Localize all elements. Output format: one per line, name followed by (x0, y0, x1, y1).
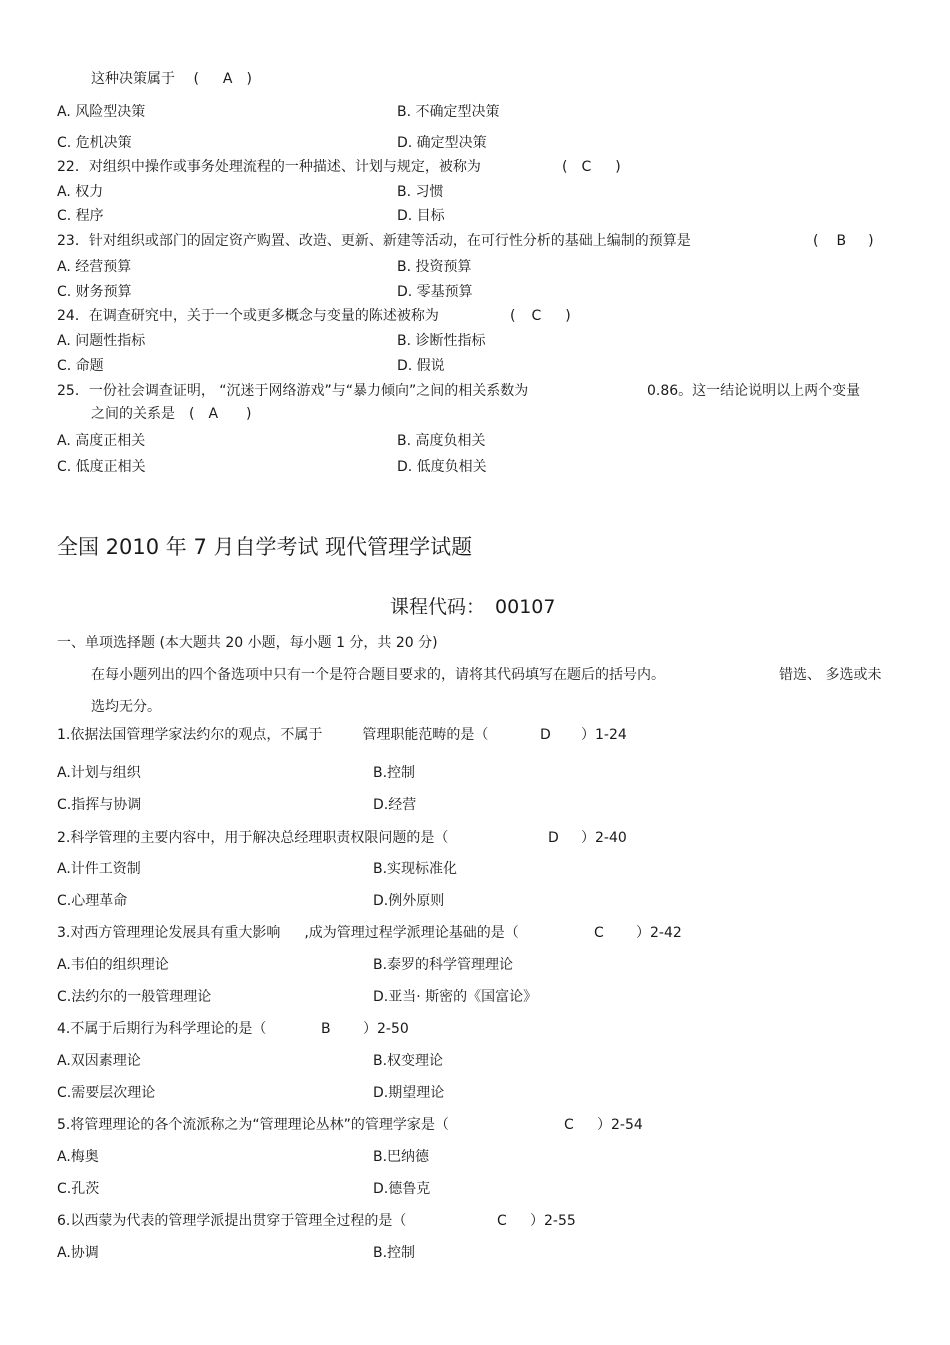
question-3-ref: ）2-42 (636, 925, 682, 941)
course-code-label: 课程代码： (390, 596, 486, 618)
q25-text-line1: 25．一份社会调查证明， “沉迷于网络游戏”与“暴力倾向”之间的相关系数为 (57, 383, 529, 399)
q23-text: 23．针对组织或部门的固定资产购置、改造、更新、新建等活动，在可行性分析的基础上编制的预算是 (57, 233, 691, 249)
question-2-option-d: D.例外原则 (373, 893, 445, 909)
q21-option-d: D. 确定型决策 (397, 135, 487, 151)
question-4-text: 4.不属于后期行为科学理论的是（ (57, 1021, 267, 1037)
q21-option-a: A. 风险型决策 (57, 104, 146, 120)
question-4-option-a: A.双因素理论 (57, 1053, 141, 1069)
q24-option-a: A. 问题性指标 (57, 333, 146, 349)
instructions-line1: 在每小题列出的四个备选项中只有一个是符合题目要求的，请将其代码填写在题后的括号内。 (91, 667, 665, 683)
q21-answer: A (222, 71, 233, 87)
q24-answer-bracket: ( C ) (510, 308, 571, 324)
question-4-ref: ）2-50 (363, 1021, 409, 1037)
instructions-line1b: 错选、 多选或未 (779, 667, 882, 683)
question-3-answer: C (594, 925, 604, 941)
q25-option-c: C. 低度正相关 (57, 459, 146, 475)
q22-answer: C (581, 159, 592, 175)
course-code-value: 00107 (495, 596, 556, 618)
q22-option-d: D. 目标 (397, 208, 445, 224)
q22-answer-bracket: ( C ) (562, 159, 621, 175)
question-6-option-b: B.控制 (373, 1245, 416, 1261)
question-5-option-b: B.巴纳德 (373, 1149, 430, 1165)
q24-option-d: D. 假说 (397, 358, 445, 374)
question-1-ref: ）1-24 (581, 727, 627, 743)
q22-option-c: C. 程序 (57, 208, 104, 224)
question-2-answer: D (548, 830, 559, 846)
question-3-text (57, 926, 519, 940)
question-3-option-a: A.韦伯的组织理论 (57, 957, 169, 973)
question-5-option-a: A.梅奥 (57, 1149, 99, 1165)
question-5-answer: C (564, 1117, 574, 1133)
q23-option-c: C. 财务预算 (57, 284, 132, 300)
question-1-text-a: 1.依据法国管理学家法约尔的观点，不属于 (57, 727, 323, 743)
q21-option-c: C. 危机决策 (57, 135, 132, 151)
question-2-option-c: C.心理革命 (57, 893, 128, 909)
question-2-ref: ）2-40 (581, 830, 627, 846)
question-5-text: 5.将管理理论的各个流派称之为“管理理论丛林”的管理学家是（ (57, 1117, 449, 1133)
question-4-option-c: C.需要层次理论 (57, 1085, 156, 1101)
q25-answer: A (208, 406, 219, 422)
q25-text-line2: 之间的关系是 ( A ) (91, 406, 252, 422)
q21-option-b: B. 不确定型决策 (397, 104, 500, 120)
question-6-answer: C (497, 1213, 507, 1229)
q23-option-d: D. 零基预算 (397, 284, 473, 300)
question-6-option-a: A.协调 (57, 1245, 99, 1261)
question-4-answer: B (321, 1021, 331, 1037)
question-4-option-d: D.期望理论 (373, 1085, 445, 1101)
q23-answer: B (836, 233, 847, 249)
section-heading: 一、单项选择题 (本大题共 20 小题，每小题 1 分，共 20 分) (57, 635, 438, 651)
course-code (390, 598, 555, 617)
q24-answer: C (531, 308, 542, 324)
question-5-option-c: C.孔茨 (57, 1181, 100, 1197)
q24-text: 24．在调查研究中，关于一个或更多概念与变量的陈述被称为 (57, 308, 439, 324)
q25-text2: 之间的关系是 (91, 406, 175, 422)
q25-option-a: A. 高度正相关 (57, 433, 146, 449)
q25-text-line1b: 0.86。这一结论说明以上两个变量 (647, 383, 861, 399)
question-4-option-b: B.权变理论 (373, 1053, 444, 1069)
question-1-answer: D (540, 727, 551, 743)
q23-option-b: B. 投资预算 (397, 259, 472, 275)
q25-option-b: B. 高度负相关 (397, 433, 486, 449)
exam-title: 全国 2010 年 7 月自学考试 现代管理学试题 (57, 535, 473, 559)
question-2-text: 2.科学管理的主要内容中，用于解决总经理职责权限问题的是（ (57, 830, 449, 846)
q22-option-b: B. 习惯 (397, 184, 444, 200)
q21-tail-text: 这种决策属于 (91, 71, 175, 87)
q24-option-c: C. 命题 (57, 358, 104, 374)
question-2-option-b: B.实现标准化 (373, 861, 458, 877)
question-1-option-b: B.控制 (373, 765, 416, 781)
q23-answer-bracket: ( B ) (813, 233, 874, 249)
q24-option-b: B. 诊断性指标 (397, 333, 486, 349)
instructions-line2: 选均无分。 (91, 699, 161, 715)
question-3-text-a: 3.对西方管理理论发展具有重大影响 (57, 925, 281, 941)
question-6-text: 6.以西蒙为代表的管理学派提出贯穿于管理全过程的是（ (57, 1213, 407, 1229)
question-1-text (57, 728, 488, 742)
question-5-ref: ）2-54 (597, 1117, 643, 1133)
question-3-option-d: D.亚当· 斯密的《国富论》 (373, 989, 538, 1005)
q25-option-d: D. 低度负相关 (397, 459, 487, 475)
question-6-ref: ）2-55 (530, 1213, 576, 1229)
question-1-option-d: D.经营 (373, 797, 417, 813)
question-1-text-b: 管理职能范畴的是（ (362, 727, 489, 743)
q22-option-a: A. 权力 (57, 184, 104, 200)
question-1-option-a: A.计划与组织 (57, 765, 141, 781)
question-3-option-c: C.法约尔的一般管理理论 (57, 989, 212, 1005)
question-5-option-d: D.德鲁克 (373, 1181, 431, 1197)
question-3-text-b: ,成为管理过程学派理论基础的是（ (304, 925, 519, 941)
question-3-option-b: B.泰罗的科学管理理论 (373, 957, 514, 973)
question-1-option-c: C.指挥与协调 (57, 797, 142, 813)
q22-text: 22．对组织中操作或事务处理流程的一种描述、计划与规定，被称为 (57, 159, 481, 175)
q23-option-a: A. 经营预算 (57, 259, 132, 275)
question-2-option-a: A.计件工资制 (57, 861, 141, 877)
q21-tail: 这种决策属于 ( A ) (91, 71, 252, 87)
